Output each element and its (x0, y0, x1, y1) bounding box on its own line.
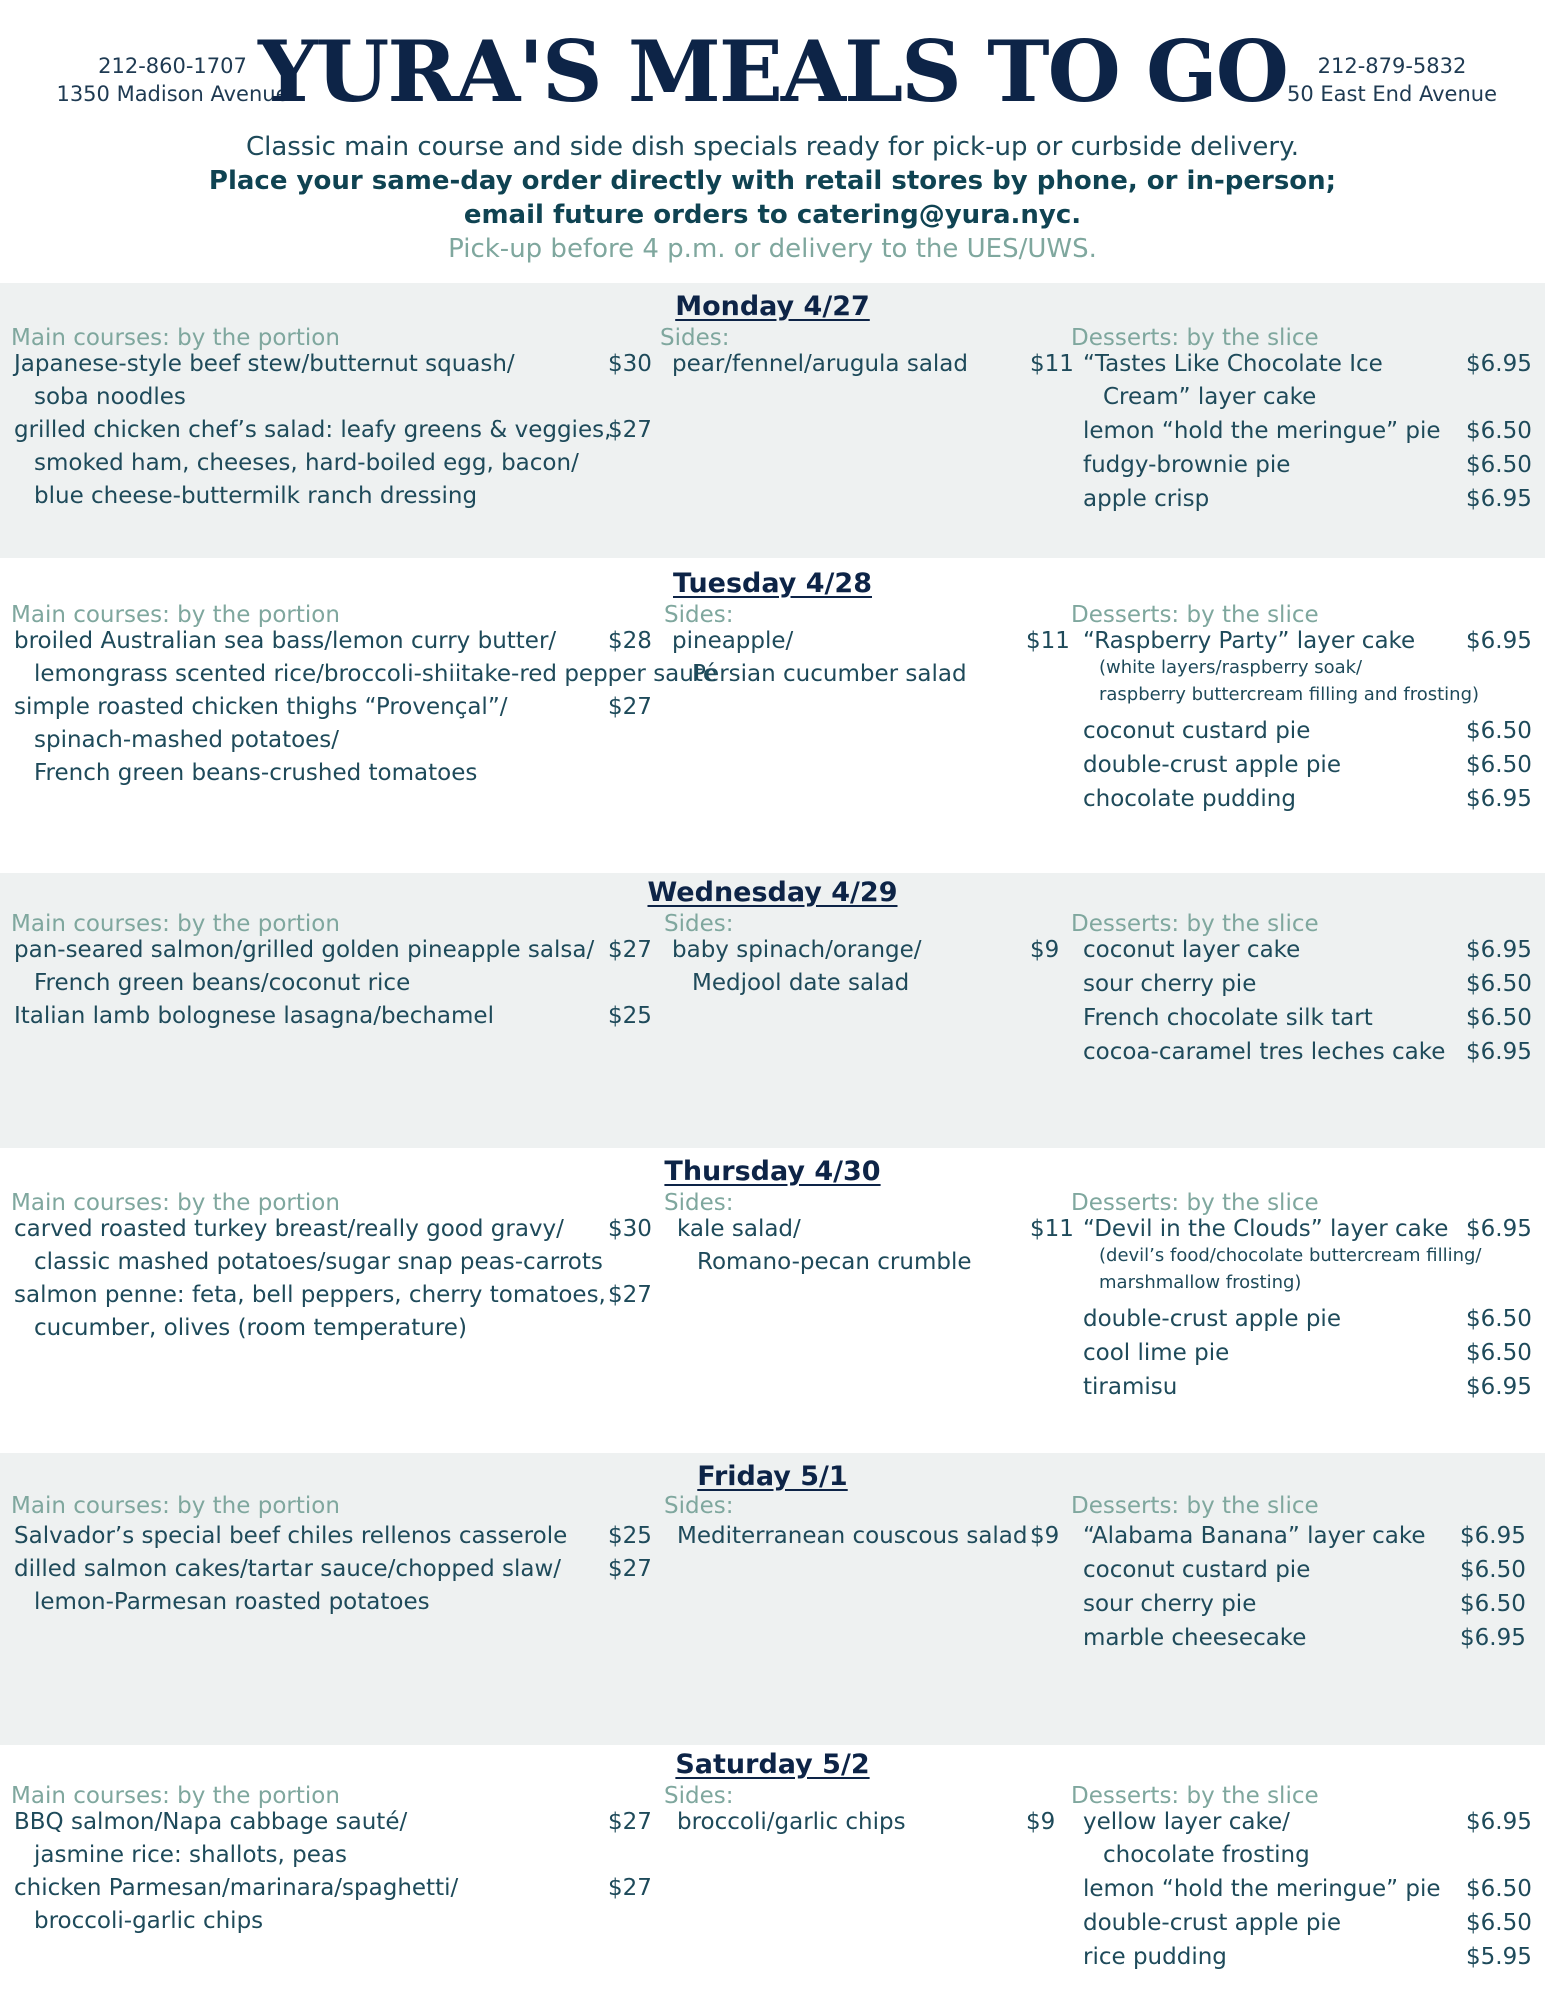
main-course-line: broccoli-garlic chips (34, 1908, 264, 1934)
main-course-price: $27 (608, 1875, 652, 1901)
main-course-line: soba noodles (34, 384, 186, 410)
main-course-price: $27 (608, 694, 652, 720)
side-line: baby spinach/orange/ (672, 937, 922, 963)
side-line: Medjool date salad (692, 970, 910, 996)
main-course-line: broiled Australian sea bass/lemon curry butter/ (14, 628, 557, 654)
main-course-price: $27 (608, 1809, 652, 1835)
dessert-price: $6.50 (1466, 1005, 1532, 1031)
dessert-line: French chocolate silk tart (1083, 1005, 1373, 1031)
dessert-price: $6.50 (1466, 1876, 1532, 1902)
side-line: Persian cucumber salad (692, 661, 967, 687)
main-course-line: carved roasted turkey breast/really good gravy/ (14, 1216, 564, 1242)
dessert-price: $6.95 (1466, 786, 1532, 812)
dessert-price: $6.50 (1466, 752, 1532, 778)
day-title: Thursday 4/30 (664, 1156, 881, 1187)
dessert-price: $6.95 (1466, 1374, 1532, 1400)
main-course-price: $28 (608, 628, 652, 654)
dessert-line: lemon “hold the meringue” pie (1083, 1876, 1441, 1902)
sides-category-label: Sides: (664, 1190, 734, 1216)
day-section (0, 558, 1545, 873)
dessert-price: $6.95 (1466, 1216, 1532, 1242)
dessert-price: $6.50 (1466, 418, 1532, 444)
address-madison: 1350 Madison Avenue (56, 82, 289, 106)
main-course-line: lemon-Parmesan roasted potatoes (34, 1589, 430, 1615)
dessert-line: fudgy-brownie pie (1083, 452, 1291, 478)
sides-category-label: Sides: (664, 602, 734, 628)
main-course-line: grilled chicken chef’s salad: leafy greens & veggies, (14, 417, 612, 443)
dessert-price: $6.95 (1460, 1625, 1526, 1651)
sides-category-label: Sides: (664, 911, 734, 937)
main-course-price: $27 (608, 1556, 652, 1582)
dessert-price: $6.95 (1466, 937, 1532, 963)
main-course-line: Japanese-style beef stew/butternut squash/ (14, 351, 515, 377)
dessert-line: chocolate pudding (1083, 786, 1296, 812)
dessert-price: $6.50 (1466, 1306, 1532, 1332)
dessert-line: sour cherry pie (1083, 971, 1257, 997)
dessert-line: tiramisu (1083, 1374, 1178, 1400)
dessert-price: $6.50 (1466, 452, 1532, 478)
day-title: Wednesday 4/29 (647, 877, 898, 908)
phone-east-end[interactable]: 212-879-5832 (1317, 54, 1467, 78)
side-line: pineapple/ (672, 628, 794, 654)
phone-madison[interactable]: 212-860-1707 (98, 54, 247, 78)
day-title: Tuesday 4/28 (673, 568, 872, 599)
side-line: kale salad/ (677, 1216, 801, 1242)
main-course-line: spinach-mashed potatoes/ (34, 727, 340, 753)
dessert-line: marble cheesecake (1083, 1625, 1307, 1651)
dessert-price: $5.95 (1466, 1944, 1532, 1970)
dessert-price: $6.95 (1466, 351, 1532, 377)
main-course-line: smoked ham, cheeses, hard-boiled egg, bacon/ (34, 450, 579, 476)
dessert-line: double-crust apple pie (1083, 752, 1341, 778)
page-title: YURA'S MEALS TO GO (258, 22, 1287, 121)
dessert-note: marshmallow frosting) (1099, 1272, 1302, 1293)
side-price: $11 (1030, 351, 1074, 377)
mains-category-label: Main courses: by the portion (11, 325, 340, 351)
dessert-price: $6.50 (1466, 971, 1532, 997)
sides-category-label: Sides: (664, 1493, 734, 1519)
main-course-price: $27 (608, 1282, 652, 1308)
main-course-line: French green beans-crushed tomatoes (34, 760, 478, 786)
mains-category-label: Main courses: by the portion (11, 1190, 340, 1216)
dessert-line: apple crisp (1083, 486, 1210, 512)
desserts-category-label: Desserts: by the slice (1071, 1783, 1319, 1809)
dessert-line: lemon “hold the meringue” pie (1083, 418, 1441, 444)
main-course-line: salmon penne: feta, bell peppers, cherry tomatoes, (14, 1282, 606, 1308)
dessert-price: $6.95 (1466, 1039, 1532, 1065)
dessert-note: (devil’s food/chocolate buttercream filling/ (1099, 1245, 1482, 1266)
day-section (0, 1148, 1545, 1453)
desserts-category-label: Desserts: by the slice (1071, 602, 1319, 628)
dessert-line: coconut layer cake (1083, 937, 1301, 963)
intro-line-1: Classic main course and side dish specials ready for pick-up or curbside delivery. (245, 132, 1300, 162)
main-course-line: French green beans/coconut rice (34, 970, 411, 996)
day-title: Saturday 5/2 (675, 1749, 870, 1780)
dessert-price: $6.50 (1466, 718, 1532, 744)
main-course-price: $27 (608, 417, 652, 443)
dessert-line: “Tastes Like Chocolate Ice (1083, 351, 1383, 377)
dessert-line: sour cherry pie (1083, 1591, 1257, 1617)
sides-category-label: Sides: (664, 1783, 734, 1809)
dessert-line: yellow layer cake/ (1083, 1809, 1290, 1835)
mains-category-label: Main courses: by the portion (11, 911, 340, 937)
dessert-price: $6.95 (1466, 628, 1532, 654)
main-course-price: $25 (608, 1523, 652, 1549)
side-price: $11 (1030, 1216, 1074, 1242)
dessert-line: cool lime pie (1083, 1340, 1230, 1366)
main-course-line: pan-seared salmon/grilled golden pineapple salsa/ (14, 937, 595, 963)
day-title: Monday 4/27 (675, 291, 870, 322)
dessert-note: (white layers/raspberry soak/ (1099, 657, 1363, 678)
day-title: Friday 5/1 (697, 1461, 848, 1492)
side-line: Romano-pecan crumble (697, 1249, 972, 1275)
mains-category-label: Main courses: by the portion (11, 1493, 340, 1519)
dessert-price: $6.50 (1466, 1910, 1532, 1936)
main-course-line: simple roasted chicken thighs “Provençal”/ (14, 694, 508, 720)
main-course-price: $30 (608, 351, 652, 377)
side-line: Mediterranean couscous salad (677, 1523, 1028, 1549)
desserts-category-label: Desserts: by the slice (1071, 1190, 1319, 1216)
dessert-line: chocolate frosting (1103, 1842, 1310, 1868)
address-east-end: 50 East End Avenue (1287, 82, 1497, 106)
dessert-price: $6.95 (1466, 486, 1532, 512)
main-course-line: lemongrass scented rice/broccoli-shiitake-red pepper sauté (34, 661, 718, 687)
store-contact-east-end (1277, 52, 1507, 108)
intro-block (0, 130, 1545, 266)
main-course-line: cucumber, olives (room temperature) (34, 1315, 467, 1341)
main-course-line: Italian lamb bolognese lasagna/bechamel (14, 1003, 494, 1029)
main-course-price: $27 (608, 937, 652, 963)
dessert-line: cocoa-caramel tres leches cake (1083, 1039, 1446, 1065)
dessert-price: $6.95 (1466, 1809, 1532, 1835)
dessert-line: “Devil in the Clouds” layer cake (1083, 1216, 1449, 1242)
side-price: $9 (1026, 1809, 1056, 1835)
intro-line-4: Pick-up before 4 p.m. or delivery to the UES/UWS. (448, 234, 1097, 264)
day-section (0, 873, 1545, 1148)
intro-line-3[interactable]: email future orders to catering@yura.nyc. (463, 200, 1082, 230)
intro-line-2: Place your same-day order directly with retail stores by phone, or in-person; (208, 166, 1337, 196)
dessert-line: “Alabama Banana” layer cake (1083, 1523, 1426, 1549)
day-section (0, 283, 1545, 558)
day-section (0, 1453, 1545, 1745)
main-course-line: chicken Parmesan/marinara/spaghetti/ (14, 1875, 459, 1901)
desserts-category-label: Desserts: by the slice (1071, 911, 1319, 937)
side-line: broccoli/garlic chips (677, 1809, 906, 1835)
sides-category-label: Sides: (660, 325, 730, 351)
desserts-category-label: Desserts: by the slice (1071, 325, 1319, 351)
dessert-line: coconut custard pie (1083, 1557, 1311, 1583)
dessert-price: $6.95 (1460, 1523, 1526, 1549)
side-price: $9 (1030, 937, 1060, 963)
dessert-line: Cream” layer cake (1103, 384, 1317, 410)
dessert-price: $6.50 (1460, 1591, 1526, 1617)
side-price: $9 (1030, 1523, 1060, 1549)
main-course-line: jasmine rice: shallots, peas (34, 1842, 347, 1868)
dessert-line: double-crust apple pie (1083, 1306, 1341, 1332)
main-course-line: blue cheese-buttermilk ranch dressing (34, 483, 478, 509)
mains-category-label: Main courses: by the portion (11, 1783, 340, 1809)
main-course-line: BBQ salmon/Napa cabbage sauté/ (14, 1809, 408, 1835)
side-price: $11 (1026, 628, 1070, 654)
main-course-line: classic mashed potatoes/sugar snap peas-carrots (34, 1249, 603, 1275)
dessert-line: “Raspberry Party” layer cake (1083, 628, 1416, 654)
desserts-category-label: Desserts: by the slice (1071, 1493, 1319, 1519)
dessert-price: $6.50 (1466, 1340, 1532, 1366)
main-course-line: dilled salmon cakes/tartar sauce/chopped slaw/ (14, 1556, 562, 1582)
dessert-line: coconut custard pie (1083, 718, 1311, 744)
side-line: pear/fennel/arugula salad (672, 351, 969, 377)
mains-category-label: Main courses: by the portion (11, 602, 340, 628)
main-course-price: $25 (608, 1003, 652, 1029)
dessert-price: $6.50 (1460, 1557, 1526, 1583)
main-course-line: Salvador’s special beef chiles rellenos casserole (14, 1523, 568, 1549)
main-course-price: $30 (608, 1216, 652, 1242)
dessert-line: rice pudding (1083, 1944, 1227, 1970)
dessert-line: double-crust apple pie (1083, 1910, 1341, 1936)
dessert-note: raspberry buttercream filling and frosting) (1099, 684, 1480, 705)
day-section (0, 1745, 1545, 1999)
